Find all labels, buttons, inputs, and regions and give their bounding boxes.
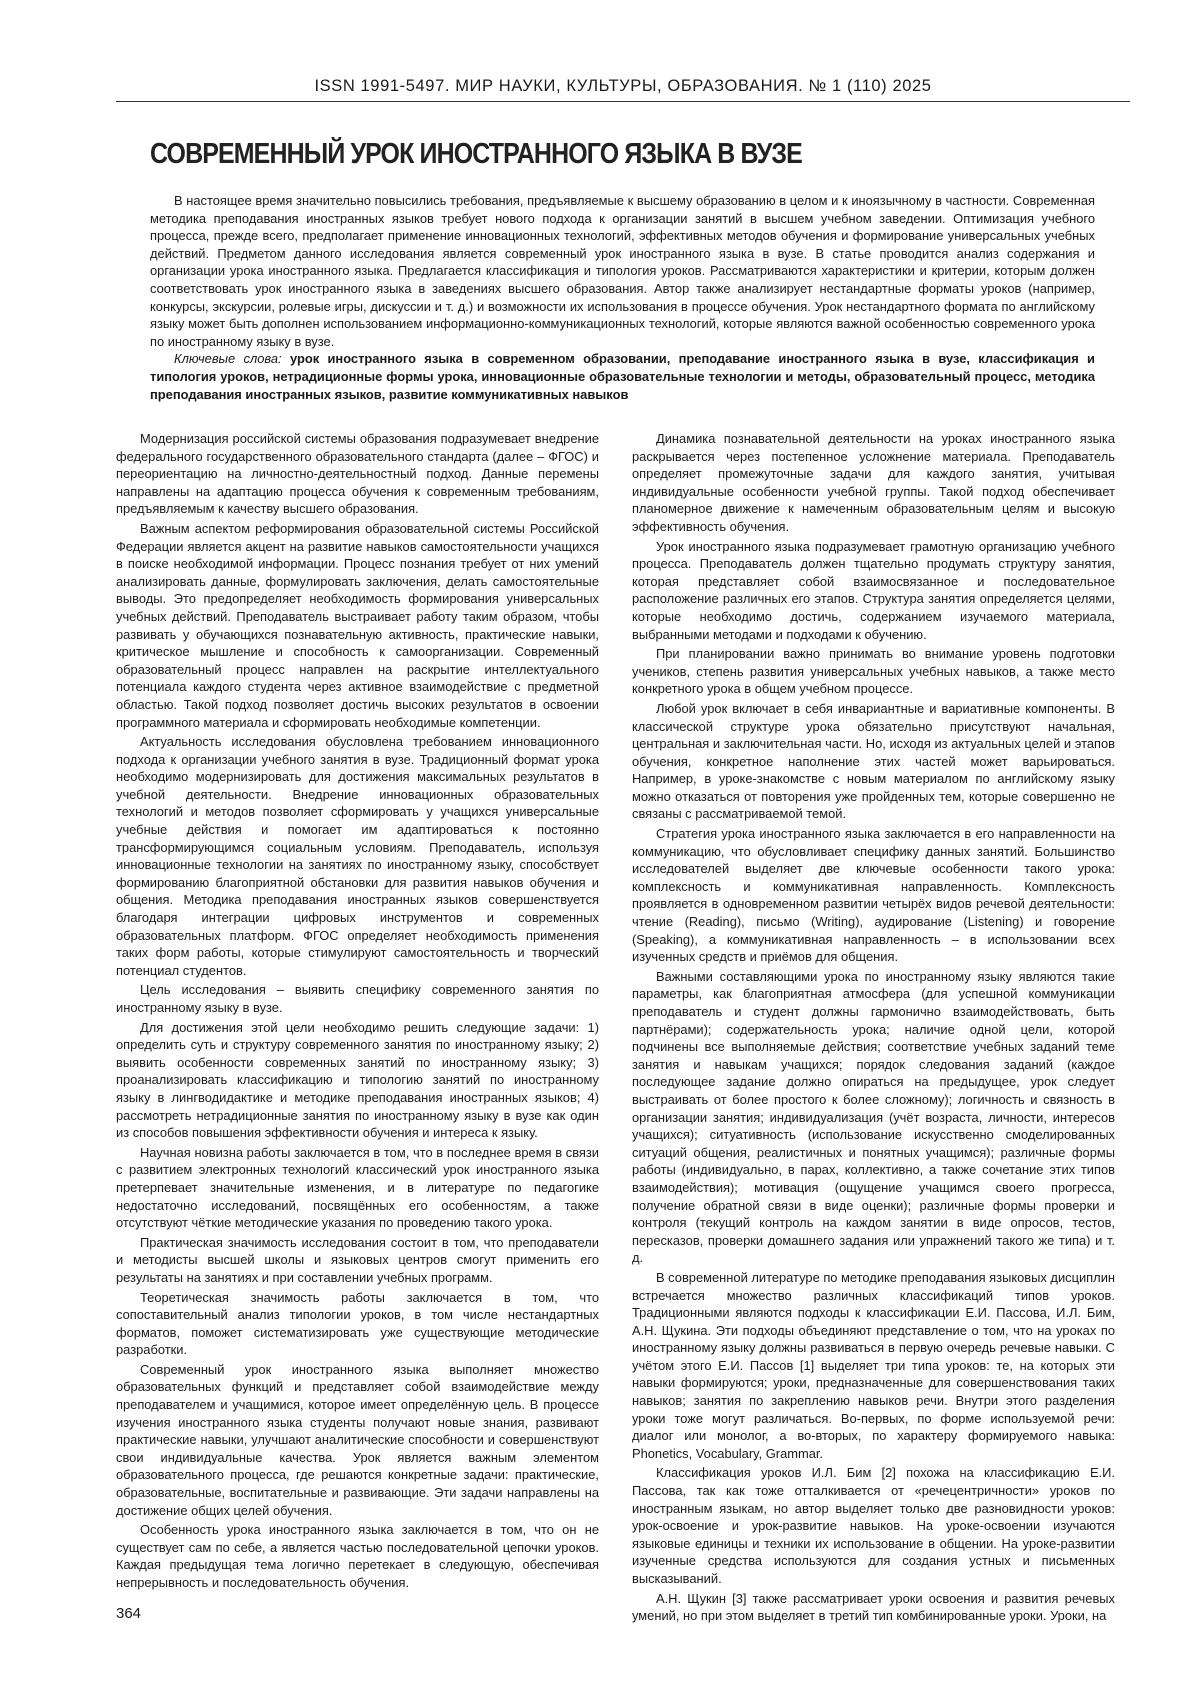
paragraph: Особенность урока иностранного языка заключается в том, что он не существует сам по себе, а является частью последовательной цепочки уроков. Каждая предыдущая тема логично перетекает в следующую, обеспечивая непрерывность и последовательность обучения. — [116, 1522, 599, 1590]
article-title: СОВРЕМЕННЫЙ УРОК ИНОСТРАННОГО ЯЗЫКА В ВУЗЕ — [150, 138, 802, 170]
keywords-label: Ключевые слова: — [174, 351, 282, 367]
paragraph: Для достижения этой цели необходимо решить следующие задачи: 1) определить суть и структуру современного занятия по иностранному языку; 2) выявить особенности современных занятий по иностранному языку; 3) проанализировать классификацию и типологию занятий по иностранному языку в лингводидактике и методике преподавания иностранных языков; 4) рассмотреть нетрадиционные занятия по иностранному языку в вузе как один из способов повышения эффективности обучения и интереса к языку. — [116, 1019, 599, 1141]
paragraph: Современный урок иностранного языка выполняет множество образовательных функций и представляет собой взаимодействие между преподавателем и учащимися, которое имеет определённую цель. В процессе изучения иностранного языка студенты получают новые знания, развивают практические навыки, улучшают аналитические способности и совершенствуют свои индивидуальные качества. Урок является важным элементом образовательного процесса, где решаются конкретные задачи: практические, образовательные, воспитательные и развивающие. Эти задачи направлены на достижение общих целей обучения. — [116, 1361, 599, 1518]
keywords-line — [150, 350, 1095, 403]
paragraph: Динамика познавательной деятельности на уроках иностранного языка раскрывается через постепенное усложнение материала. Преподаватель определяет промежуточные задачи для каждого занятия, учитывая индивидуальные особенности учебной группы. Такой подход обеспечивает планомерное движение к намеченным образовательным целям и высокую эффективность обучения. — [632, 431, 1115, 534]
paragraph: Цель исследования – выявить специфику современного занятия по иностранному языку в вузе. — [116, 982, 599, 1015]
paragraph: Научная новизна работы заключается в том, что в последнее время в связи с развитием электронных технологий классический урок иностранного языка претерпевает значительные изменения, и в литературе по педагогике недостаточно исследований, посвящённых его особенностям, а также отсутствуют чёткие методические указания по проведению такого урока. — [116, 1144, 599, 1231]
right-column — [632, 430, 1115, 1627]
page-number: 364 — [116, 1605, 142, 1622]
paragraph: При планировании важно принимать во внимание уровень подготовки учеников, степень развития универсальных учебных навыков, а также место конкретного урока в общем учебном процессе. — [632, 646, 1115, 697]
paragraph: Модернизация российской системы образования подразумевает внедрение федерального государственного образовательного стандарта (далее – ФГОС) и переориентацию на личностно-деятельностный подход. Данные перемены направлены на адаптацию процесса обучения к современным требованиям, предъявляемым к качеству высшего образования. — [116, 431, 599, 517]
paragraph: А.Н. Щукин [3] также рассматривает уроки освоения и развития речевых умений, но при этом выделяет в третий тип комбинированные уроки. Уроки, на — [632, 1590, 1115, 1624]
abstract — [150, 192, 1095, 403]
paragraph: Важным аспектом реформирования образовательной системы Российской Федерации является акцент на развитие навыков самостоятельности учащихся в поиске необходимой информации. Процесс познания требует от них умений анализировать данные, формулировать заключения, делать самостоятельные выводы. Это предопределяет необходимость формирования универсальных учебных действий. Преподаватель выстраивает работу таким образом, чтобы развивать у обучающихся познавательную активность, практические навыки, критическое мышление и способность к самоорганизации. Современный образовательный процесс направлен на раскрытие интеллектуального потенциала каждого студента через активное взаимодействие с предметной областью. Такой подход позволяет достичь высоких результатов в освоении программного материала и сформировать необходимые компетенции. — [116, 520, 599, 730]
header-rule — [116, 101, 1130, 102]
paragraph: Стратегия урока иностранного языка заключается в его направленности на коммуникацию, что обусловливает специфику данных занятий. Большинство исследователей выделяет две ключевые особенности такого урока: комплексность и коммуникативная направленность. Комплексность проявляется в одновременном развитии четырёх видов речевой деятельности: чтение (Reading), письмо (Writing), аудирование (Listening) и говорение (Speaking), а коммуникативная направленность – в использовании всех изученных средств и приёмов для общения. — [632, 826, 1115, 965]
paragraph: Любой урок включает в себя инвариантные и вариативные компоненты. В классической структуре урока обязательно присутствуют начальная, центральная и заключительная части. Но, исходя из актуальных целей и этапов обучения, конкретное наполнение этих частей может варьироваться. Например, в уроке-знакомстве с новым материалом по английскому языку можно отказаться от повторения уже пройденных тем, которые совершенно не связаны с рассматриваемой темой. — [632, 700, 1115, 822]
paragraph: Актуальность исследования обусловлена требованием инновационного подхода к организации учебного занятия в вузе. Традиционный формат урока необходимо модернизировать для достижения максимальных результатов в учебной деятельности. Внедрение инновационных образовательных технологий и методов позволяет сформировать у учащихся универсальные учебные действия и помогает им адаптироваться к постоянно трансформирующимся социальным условиям. Преподаватель, используя инновационные технологии на занятиях по иностранному языку, способствует формированию благоприятной обстановки для развития навыков обучения и общения. Методика преподавания иностранных языков совершенствуется благодаря интеграции цифровых инструментов и современных образовательных платформ. ФГОС определяет необходимость применения таких форм работы, которые стимулируют самостоятельность и творческий потенциал студентов. — [116, 734, 599, 978]
keywords: урок иностранного языка в современном образовании, преподавание иностранного языка в вузе, классификация и типология уроков, нетрадиционные формы урока, инновационные образовательные технологии и методы, образовательный процесс, методика преподавания иностранных языков, развитие коммуникативных навыков — [150, 351, 1095, 402]
paragraph: Практическая значимость исследования состоит в том, что преподаватели и методисты высшей школы и языковых центров смогут применить его результаты на занятиях и при составлении учебных программ. — [116, 1234, 599, 1285]
left-column — [116, 430, 599, 1594]
paragraph: Теоретическая значимость работы заключается в том, что сопоставительный анализ типологии уроков, в том числе нестандартных форматов, поможет систематизировать уже существующие методические разработки. — [116, 1289, 599, 1358]
journal-header: ISSN 1991-5497. МИР НАУКИ, КУЛЬТУРЫ, ОБРАЗОВАНИЯ. № 1 (110) 2025 — [314, 77, 932, 95]
paragraph: Классификация уроков И.Л. Бим [2] похожа на классификацию Е.И. Пассова, так как тоже отталкивается от «речецентричности» уроков по иностранным языкам, но автор выделяет только две разновидности уроков: урок-освоение и урок-развитие навыков. На уроке-освоении изучаются языковые единицы и техники их использование в общении. На уроке-развитии изученные средства используются для создания устных и письменных высказываний. — [632, 1465, 1115, 1586]
paragraph: Урок иностранного языка подразумевает грамотную организацию учебного процесса. Преподаватель должен тщательно продумать структуру занятия, которая представляет собой взаимосвязанное и последовательное расположение различных его этапов. Структура занятия определяется целями, которые необходимо достичь, содержанием изучаемого материала, выбранными методами и подходами к обучению. — [632, 538, 1115, 642]
paragraph: В современной литературе по методике преподавания языковых дисциплин встречается множество различных классификаций типов уроков. Традиционными являются подходы к классификации Е.И. Пассова, И.Л. Бим, А.Н. Щукина. Эти подходы объединяют представление о том, что на уроках по иностранному языку должны развиваться в первую очередь речевые навыки. С учётом этого Е.И. Пассов [1] выделяет три типа уроков: те, на которых эти навыки формируются; уроки, предназначенные для совершенствования таких навыков; занятия по закреплению навыков речи. Внутри этого разделения уроки тоже могут различаться. Во-первых, по форме используемой речи: диалог или монолог, а во-вторых, по характеру формируемого навыка: Phonetics, Vocabulary, Grammar. — [632, 1269, 1116, 1461]
abstract-text: В настоящее время значительно повысились требования, предъявляемые к высшему образованию в целом и к иноязычному в частности. Современная методика преподавания иностранных языков требует нового подхода к организации занятий в высшем учебном заведении. Оптимизация учебного процесса, прежде всего, предполагает применение инновационных технологий, эффективных методов обучения и формирование универсальных учебных действий. Предметом данного исследования является современный урок иностранного языка в вузе. В статье проводится анализ содержания и организации урока иностранного языка. Предлагается классификация и типология уроков. Рассматриваются характеристики и критерии, которым должен соответствовать урок иностранного языка в заведениях высшего образования. Автор также анализирует нестандартные форматы уроков (например, конкурсы, экскурсии, ролевые игры, дискуссии и т. д.) и возможности их использования в процессе обучения. Урок нестандартного формата по английскому языку может быть дополнен использованием информационно-коммуникационных технологий, которые являются важной особенностью современного урока по иностранному языку в вузе. — [150, 193, 1095, 349]
paragraph: Важными составляющими урока по иностранному языку являются такие параметры, как благоприятная атмосфера (для успешной коммуникации преподаватель и студент должны гармонично взаимодействовать, быть партнёрами); содержательность урока; наличие одной цели, которой подчинены все выполняемые действия; соответствие учебных заданий теме занятия и навыкам учащихся; порядок следования заданий (каждое последующее задание должно опираться на предыдущее, урок следует выстраивать от более простого к более сложному); логичность и связность в организации занятия; индивидуализация (учёт возраста, личности, интересов учащихся); ситуативность (использование искусственно смоделированных ситуаций общения, реалистичных и понятных учащимся); различные формы работы (индивидуально, в парах, коллективно, а также сочетание этих типов взаимодействия); мотивация (ощущение учащимся своего прогресса, получение обратной связи в виде оценки); различные формы проверки и контроля (текущий контроль на каждом занятии в виде опросов, тестов, пересказов, проверки домашнего задания или упражнений такого же типа) и т. д. — [632, 968, 1115, 1266]
